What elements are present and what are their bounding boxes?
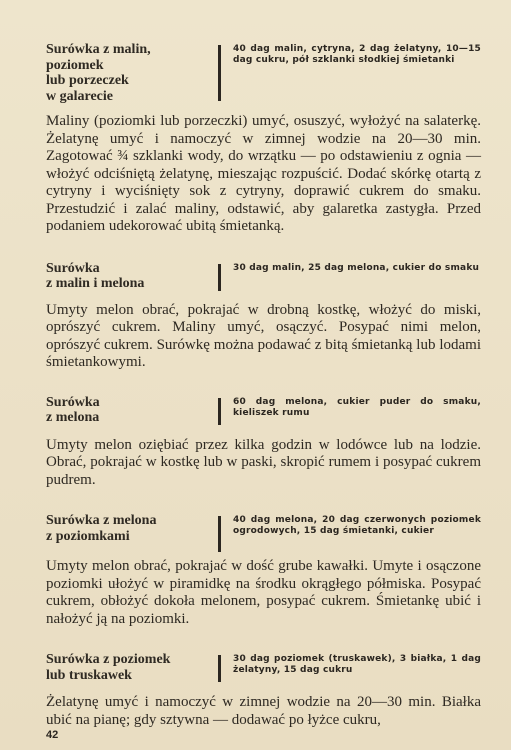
recipe-title: Surówka z melona [46, 394, 100, 425]
recipe-title: Surówka z malin, poziomek lub porzeczek w galarecie [46, 42, 151, 104]
divider-bar [218, 45, 221, 101]
divider-bar [218, 655, 221, 682]
divider-bar [218, 398, 221, 425]
recipe-ingredients: 40 dag melona, 20 dag czerwonych poziomek ogrodowych, 15 dag śmietanki, cukier [233, 515, 481, 536]
recipe-header [46, 261, 481, 292]
recipe-title: Surówka z poziomek lub truskawek [46, 652, 171, 683]
recipe-ingredients: 30 dag malin, 25 dag melona, cukier do smaku [233, 262, 480, 273]
page-number: 42 [46, 729, 59, 741]
recipe-instructions: Umyty melon oziębiać przez kilka godzin w lodówce lub na lodzie. Obrać, pokrajać w kostkę lub w paski, skropić rumem i posypać cukrem pudrem. [46, 436, 481, 488]
divider-bar [218, 264, 221, 291]
recipe-melona-z-poziomkami [46, 513, 481, 628]
divider-bar [218, 516, 221, 552]
recipe-header [46, 652, 481, 683]
recipe-instructions: Żelatynę umyć i namoczyć w zimnej wodzie na 20—30 min. Białka ubić na pianę; gdy sztywna — dodawać po łyżce cukru, [46, 694, 481, 728]
recipe-title: Surówka z malin i melona [46, 260, 145, 291]
recipe-header [46, 513, 481, 552]
recipe-header [46, 395, 481, 426]
recipe-instructions: Umyty melon obrać, pokrajać w dość grube kawałki. Umyte i osączone poziomki ułożyć w piramidkę na środku okrągłego półmiska. Posypać cukrem, obłożyć dokoła melonem, posypać cukrem. Śmietankę ubić i nałożyć ją na poziomki. [46, 558, 481, 627]
recipe-malin-i-melona [46, 261, 481, 372]
recipe-title: Surówka z melona z poziomkami [46, 513, 157, 544]
recipe-ingredients: 60 dag melona, cukier puder do smaku, kieliszek rumu [233, 396, 481, 418]
recipe-instructions: Umyty melon obrać, pokrajać w drobną kostkę, włożyć do miski, oprószyć cukrem. Maliny umyć, osączyć. Posypać nimi melon, oprószyć cukrem. Surówkę można podawać z bitą śmietanką lub lodami śmietankowymi. [46, 301, 481, 370]
recipe-z-melona [46, 395, 481, 490]
recipe-instructions: Maliny (poziomki lub porzeczki) umyć, osuszyć, wyłożyć na salaterkę. Żelatynę umyć i namoczyć w zimnej wodzie na 20—30 min. Zagotować ¾ szklanki wody, do wrzątku — po odstawieniu z ognia — włożyć odciśniętą żelatynę, mieszając rozpuścić. Dodać skórkę otartą z cytryny i wyciśnięty sok z cytryny, doprawić cukrem do smaku. Przestudzić i zalać maliny, odstawić, aby galaretka zastygła. Przed podaniem udekorować ubitą śmietanką. [46, 113, 481, 234]
recipe-ingredients: 40 dag malin, cytryna, 2 dag żelatyny, 10—15 dag cukru, pół szklanki słodkiej śmietanki [233, 44, 481, 65]
recipe-ingredients: 30 dag poziomek (truskawek), 3 białka, 1 dag żelatyny, 15 dag cukru [233, 654, 481, 675]
recipe-header [46, 42, 481, 104]
recipe-poziomek-lub-truskawek [46, 652, 481, 729]
recipe-malin-w-galarecie [46, 42, 481, 236]
